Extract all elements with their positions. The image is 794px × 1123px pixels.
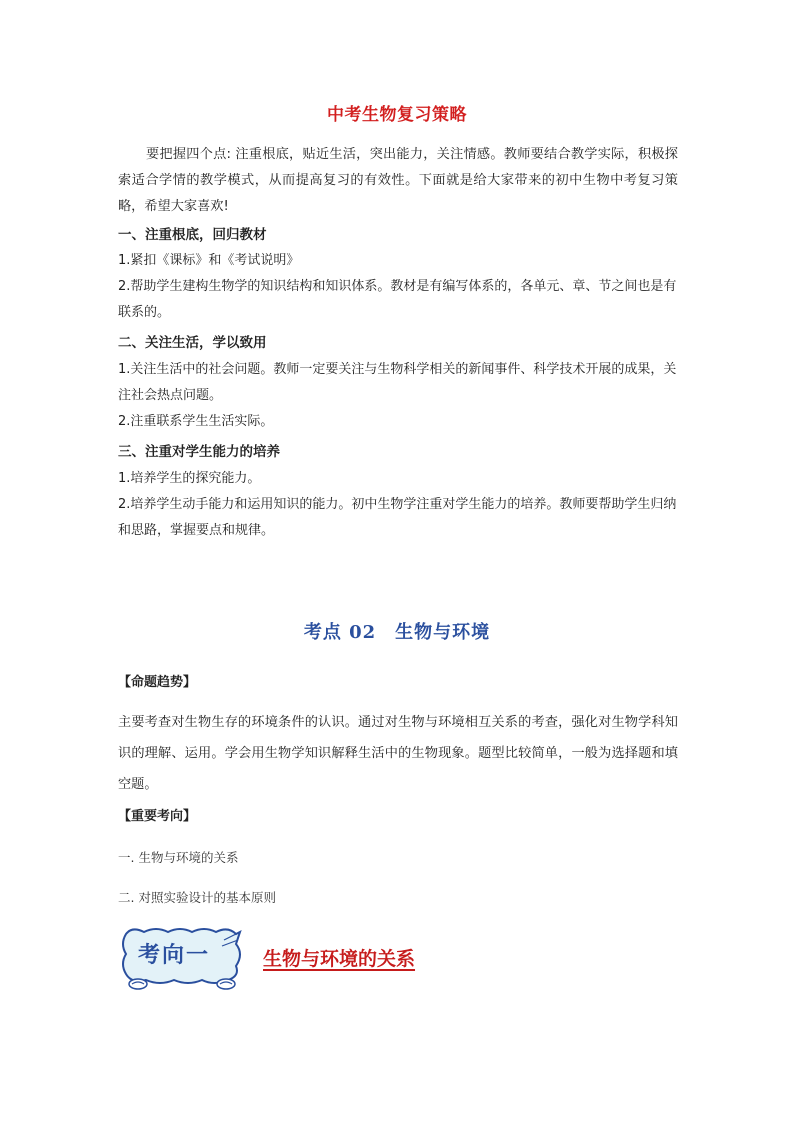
badge-label: 考向一 [138,942,211,968]
section-2-item-1: 1.关注生活中的社会问题。教师一定要关注与生物科学相关的新闻事件、科学技术开展的成果，关注社会热点问题。 [118,362,677,403]
kaoxiang-badge [118,924,252,992]
badge-dot-left-icon [129,979,147,989]
direction-item-1: 一. 生物与环境的关系 [118,850,239,865]
section-3-item-2: 2.培养学生动手能力和运用知识的能力。初中生物学注重对学生能力的培养。教师要帮助学生归纳和思路，掌握要点和规律。 [118,497,677,538]
section-heading-2: 二、关注生活，学以致用 [118,335,267,351]
intro-paragraph: 要把握四个点: 注重根底，贴近生活，突出能力，关注情感。教师要结合教学实际，积极探索适合学情的教学模式，从而提高复习的有效性。下面就是给大家带来的初中生物中考复习策略，希望大家喜欢! [118,147,678,214]
section-heading-3: 三、注重对学生能力的培养 [118,444,280,460]
section-1-item-2: 2.帮助学生建构生物学的知识结构和知识体系。教材是有编写体系的，各单元、章、节之间也是有联系的。 [118,279,677,320]
section-heading-1: 一、注重根底，回归教材 [118,227,267,243]
page-title: 中考生物复习策略 [327,105,467,125]
section-1-item-1: 1.紧扣《课标》和《考试说明》 [118,253,300,268]
section-2-item-2: 2.注重联系学生生活实际。 [118,414,274,429]
kaoxiang-heading: 生物与环境的关系 [263,948,416,970]
direction-label: 【重要考向】 [118,809,197,824]
section-3-item-1: 1.培养学生的探究能力。 [118,471,261,486]
trend-paragraph: 主要考查对生物生存的环境条件的认识。通过对生物与环境相互关系的考查，强化对生物学科知识的理解、运用。学会用生物学知识解释生活中的生物现象。题型比较简单，一般为选择题和填空题。 [118,715,678,792]
direction-item-2: 二. 对照实验设计的基本原则 [118,890,276,905]
trend-label: 【命题趋势】 [118,675,197,690]
badge-dot-right-icon [217,979,235,989]
kaodian-title: 考点 02 生物与环境 [303,622,491,643]
